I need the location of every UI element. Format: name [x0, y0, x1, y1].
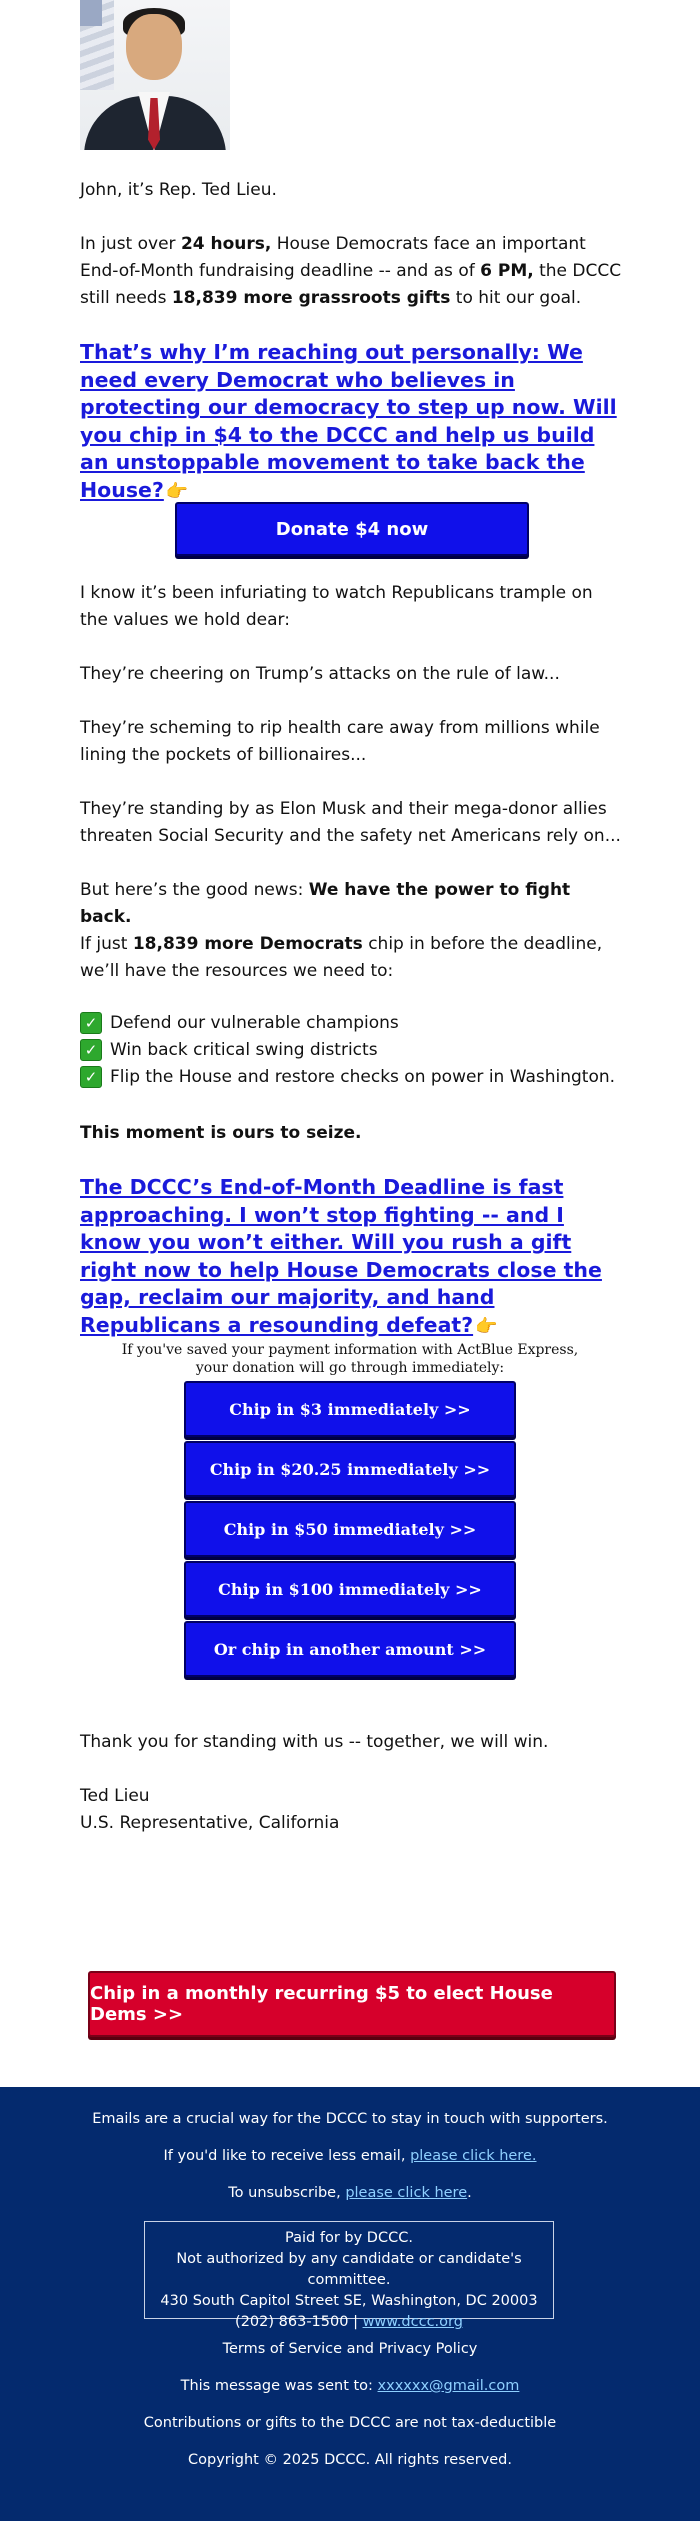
ask-link-1[interactable]: That’s why I’m reaching out personally: We need every Democrat who believes in protecting our democracy to step up now. Will you chip in $4 to the DCCC and help us build an unstoppable movement to take back the House? 👉 [80, 339, 628, 505]
ask-link-2[interactable]: The DCCC’s End-of-Month Deadline is fast approaching. I won’t stop fighting -- and I know you won’t either. Will you rush a gift right now to help House Democrats close the gap, reclaim our majority, and hand Republicans a resounding defeat? 👉 [80, 1174, 628, 1340]
moment-heading: This moment is ours to seize. [80, 1123, 362, 1143]
paid-for-box: Paid for by DCCC. Not authorized by any candidate or candidate's committee. 430 South Capitol Street SE, Washington, DC 20003 (202) 863-1500 | www.dccc.org [144, 2221, 554, 2319]
footer-emails-note: Emails are a crucial way for the DCCC to stay in touch with supporters. [92, 2111, 608, 2127]
footer [0, 2087, 700, 2521]
intro-paragraph: In just over 24 hours, House Democrats face an important End-of-Month fundraising deadline -- and as of 6 PM, the DCCC still needs 18,839 more grassroots gifts to hit our goal. [80, 234, 622, 308]
actblue-express-note: If you've saved your payment information with ActBlue Express, your donation will go through immediately: [121, 1342, 579, 1376]
paragraph-infuriating: I know it’s been infuriating to watch Republicans trample on the values we hold dear: [80, 583, 593, 630]
footer-copyright: Copyright © 2025 DCCC. All rights reserved. [188, 2452, 512, 2468]
thank-you-line: Thank you for standing with us -- together, we will win. [80, 1732, 549, 1752]
checklist-item: ✓ Flip the House and restore checks on power in Washington. [80, 1063, 625, 1090]
paragraph-standing: They’re standing by as Elon Musk and their mega-donor allies threaten Social Security and the safety net Americans rely on... [80, 799, 621, 846]
monthly-recurring-button[interactable]: Chip in a monthly recurring $5 to elect House Dems >> [88, 1971, 616, 2037]
chip-in-100-button[interactable]: Chip in $100 immediately >> [184, 1561, 516, 1617]
flag-canton [80, 0, 102, 26]
ted-lieu-photo [80, 0, 230, 150]
footer-sent-to: This message was sent to: xxxxxx@gmail.com [180, 2378, 520, 2394]
recipient-email-link[interactable]: xxxxxx@gmail.com [377, 2378, 520, 2394]
footer-less-email: If you'd like to receive less email, please click here. [163, 2148, 537, 2164]
greeting: John, it’s Rep. Ted Lieu. [80, 180, 277, 200]
chip-in-20-25-button[interactable]: Chip in $20.25 immediately >> [184, 1441, 516, 1497]
website-link[interactable]: www.dccc.org [362, 2314, 463, 2330]
paragraph-cheering: They’re cheering on Trump’s attacks on the rule of law... [80, 664, 560, 684]
chip-in-other-amount-button[interactable]: Or chip in another amount >> [184, 1621, 516, 1677]
chip-in-3-button[interactable]: Chip in $3 immediately >> [184, 1381, 516, 1437]
face-graphic [126, 14, 182, 80]
good-news-paragraph: But here’s the good news: We have the power to fight back. [80, 880, 571, 927]
paragraph-scheming: They’re scheming to rip health care away from millions while lining the pockets of billionaires... [80, 718, 600, 765]
footer-tax-note: Contributions or gifts to the DCCC are not tax-deductible [143, 2415, 557, 2431]
less-email-link[interactable]: please click here. [410, 2148, 537, 2164]
email-body [80, 0, 622, 1833]
if-just-paragraph: If just 18,839 more Democrats chip in before the deadline, we’ll have the resources we need to: [80, 934, 603, 981]
donate-4-button[interactable]: Donate $4 now [175, 502, 529, 556]
terms-link[interactable]: Terms of Service and Privacy Policy [222, 2341, 478, 2357]
check-mark-icon: ✓ [80, 1039, 102, 1061]
check-mark-icon: ✓ [80, 1066, 102, 1088]
check-mark-icon: ✓ [80, 1012, 102, 1034]
signature-title: U.S. Representative, California [80, 1813, 340, 1833]
chip-in-50-button[interactable]: Chip in $50 immediately >> [184, 1501, 516, 1557]
signature-name: Ted Lieu [80, 1786, 150, 1806]
pointing-hand-icon: 👉 [165, 480, 189, 502]
checklist-item: ✓ Defend our vulnerable champions [80, 1009, 625, 1036]
checklist [80, 1009, 625, 1090]
footer-unsubscribe: To unsubscribe, please click here. [228, 2185, 472, 2201]
unsubscribe-link[interactable]: please click here [345, 2185, 468, 2201]
pointing-hand-icon: 👉 [475, 1315, 498, 1337]
checklist-item: ✓ Win back critical swing districts [80, 1036, 625, 1063]
